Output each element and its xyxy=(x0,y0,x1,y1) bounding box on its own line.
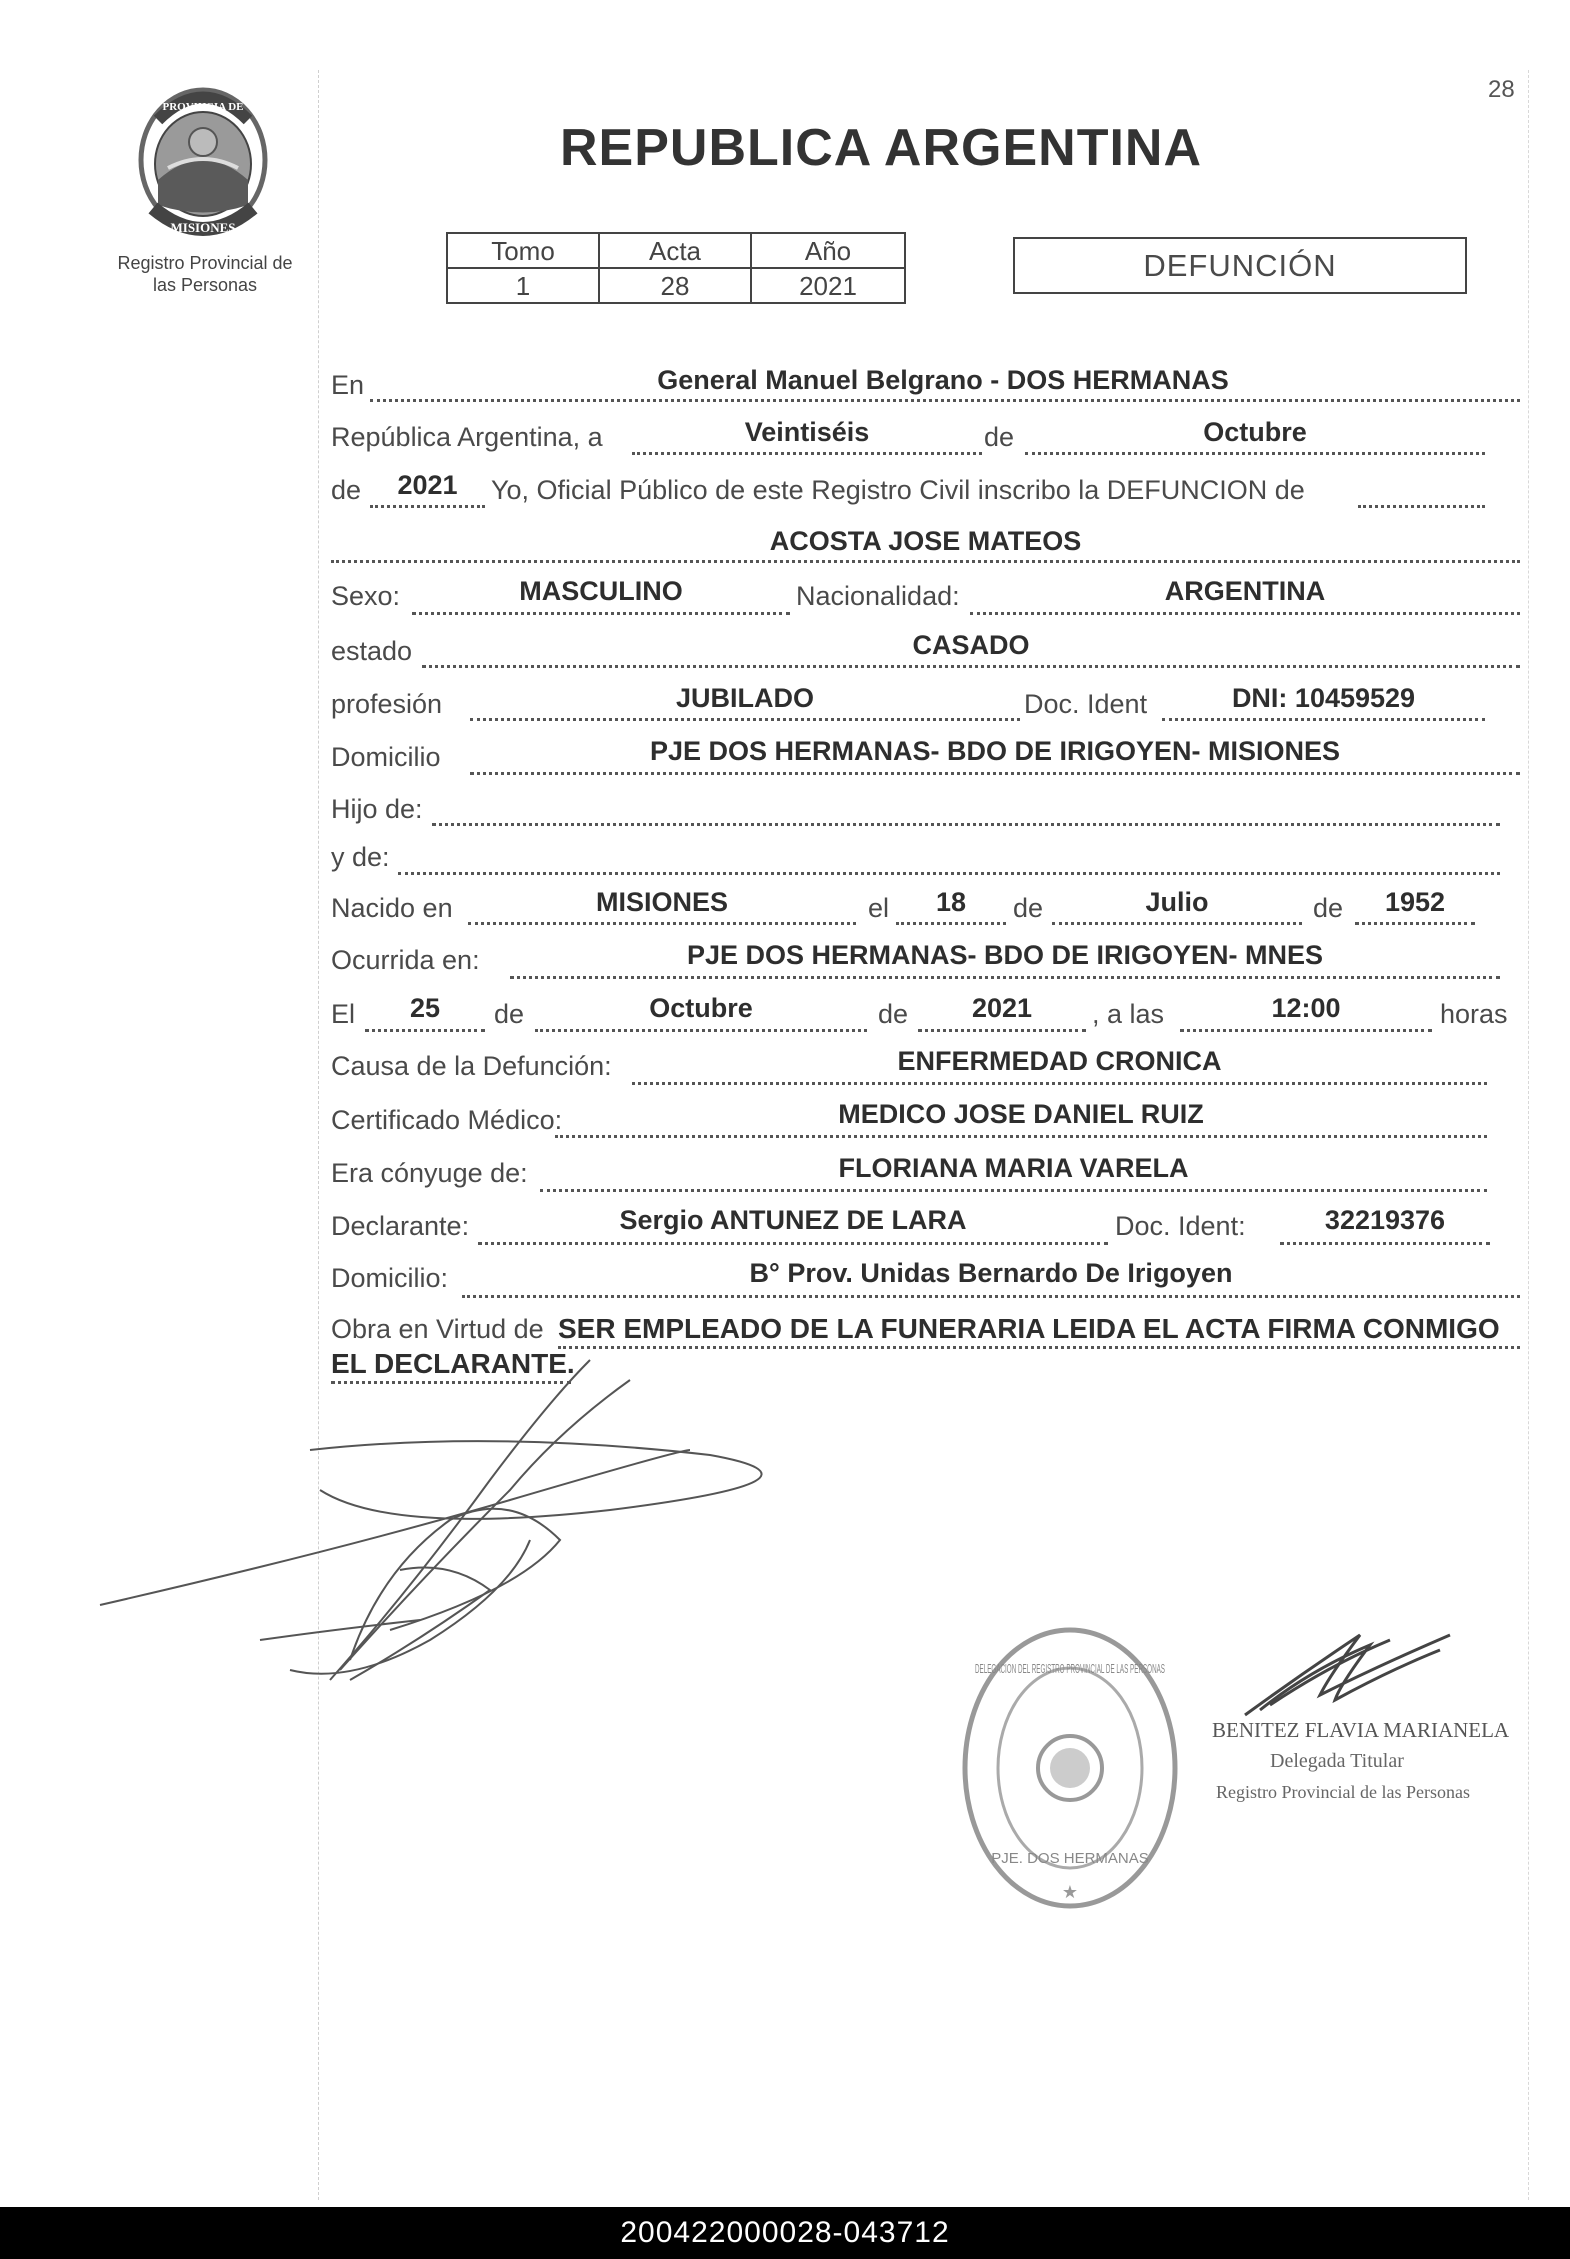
estado-value: CASADO xyxy=(912,630,1030,660)
header-acta: Acta xyxy=(599,233,751,268)
doc-line xyxy=(1162,718,1485,721)
month-de-label: de xyxy=(984,422,1015,452)
birth-de2-label: de xyxy=(1313,893,1344,923)
death-day-line xyxy=(365,1029,485,1032)
declarante-label: Declarante: xyxy=(331,1211,470,1241)
nacido-value: MISIONES xyxy=(595,887,729,917)
declarante-value: Sergio ANTUNEZ DE LARA xyxy=(619,1205,967,1235)
page-number: 28 xyxy=(1488,76,1515,103)
day-text: Veintiséis xyxy=(744,417,870,447)
conyuge-line xyxy=(540,1189,1487,1192)
decl-domicilio-value: B° Prov. Unidas Bernardo De Irigoyen xyxy=(749,1258,1233,1288)
birth-month-line xyxy=(1052,922,1302,925)
birth-year-line xyxy=(1355,922,1475,925)
republica-label: República Argentina, a xyxy=(331,422,603,452)
decl-doc-label: Doc. Ident: xyxy=(1115,1211,1246,1241)
stamp-text-outer: DELEGACION DEL REGISTRO PROVINCIAL DE LAS PERSONAS xyxy=(975,1661,1166,1676)
death-year: 2021 xyxy=(971,993,1033,1023)
nacionalidad-value: ARGENTINA xyxy=(1164,576,1326,606)
deceased-name: ACOSTA JOSE MATEOS xyxy=(769,526,1082,556)
ocurrida-value: PJE DOS HERMANAS- BDO DE IRIGOYEN- MNES xyxy=(686,940,1324,970)
domicilio-value: PJE DOS HERMANAS- BDO DE IRIGOYEN- MISIONES xyxy=(649,736,1341,766)
official-signature xyxy=(1240,1615,1460,1725)
seal-text-bottom: MISIONES xyxy=(170,220,236,235)
footer-code: 200422000028-043712 xyxy=(0,2207,1570,2259)
profesion-label: profesión xyxy=(331,689,443,719)
year-line xyxy=(370,505,485,508)
month-line xyxy=(1025,452,1485,455)
sexo-line xyxy=(412,612,790,615)
en-label: En xyxy=(331,370,365,400)
birth-day-line xyxy=(896,922,1006,925)
en-value: General Manuel Belgrano - DOS HERMANAS xyxy=(657,365,1229,395)
death-month: Octubre xyxy=(649,993,753,1023)
official-office: Registro Provincial de las Personas xyxy=(1216,1782,1470,1802)
obra-value-line1: SER EMPLEADO DE LA FUNERARIA LEIDA EL ACTA FIRMA CONMIGO xyxy=(558,1313,1500,1344)
birth-year: 1952 xyxy=(1384,887,1446,917)
doc-label: Doc. Ident xyxy=(1024,689,1148,719)
yde-label: y de: xyxy=(331,842,390,872)
hijo-line xyxy=(432,823,1500,826)
certificado-label: Certificado Médico: xyxy=(331,1105,563,1135)
ocurrida-label: Ocurrida en: xyxy=(331,945,480,975)
inscribo-line xyxy=(1358,505,1485,508)
decl-domicilio-line xyxy=(462,1295,1520,1298)
certificado-line xyxy=(555,1135,1487,1138)
act-type-box: DEFUNCIÓN xyxy=(1013,237,1467,294)
death-time-line xyxy=(1180,1029,1432,1032)
sexo-value: MASCULINO xyxy=(519,576,683,606)
domicilio-line xyxy=(470,772,1520,775)
en-line xyxy=(370,399,1520,402)
header-ano: Año xyxy=(751,233,905,268)
value-acta: 28 xyxy=(599,268,751,303)
seal-text-top: PROVINCIA DE xyxy=(162,101,244,113)
birth-de1-label: de xyxy=(1013,893,1044,923)
causa-label: Causa de la Defunción: xyxy=(331,1051,612,1081)
registry-line-2: las Personas xyxy=(152,275,258,295)
value-tomo: 1 xyxy=(447,268,599,303)
reference-header-row xyxy=(447,233,905,268)
birth-month: Julio xyxy=(1145,887,1209,917)
declarant-signature xyxy=(90,1340,850,1700)
domicilio-label: Domicilio xyxy=(331,742,441,772)
nacido-label: Nacido en xyxy=(331,893,453,923)
year-value: 2021 xyxy=(397,470,458,500)
decl-domicilio-label: Domicilio: xyxy=(331,1263,449,1293)
horas-label: horas xyxy=(1440,999,1508,1029)
causa-value: ENFERMEDAD CRONICA xyxy=(897,1046,1222,1076)
death-de2-label: de xyxy=(878,999,909,1029)
provincial-seal-icon xyxy=(128,80,278,240)
page-title: REPUBLICA ARGENTINA xyxy=(560,119,1203,177)
estado-line xyxy=(422,665,1520,668)
declarante-line xyxy=(478,1242,1108,1245)
certificado-value: MEDICO JOSE DANIEL RUIZ xyxy=(838,1099,1204,1129)
hijo-label: Hijo de: xyxy=(331,794,423,824)
registry-line-1: Registro Provincial de xyxy=(117,253,293,273)
profesion-line xyxy=(470,718,1020,721)
doc-value: DNI: 10459529 xyxy=(1231,683,1416,713)
obra-value-line2: EL DECLARANTE. xyxy=(331,1348,575,1379)
obra-label: Obra en Virtud de xyxy=(331,1314,544,1344)
value-ano: 2021 xyxy=(751,268,905,303)
death-de1-label: de xyxy=(494,999,525,1029)
conyuge-label: Era cónyuge de: xyxy=(331,1158,528,1188)
official-stamp-icon xyxy=(955,1618,1185,1918)
El-label: El xyxy=(331,999,356,1029)
decl-doc-line xyxy=(1280,1242,1490,1245)
estado-label: estado xyxy=(331,636,413,666)
birth-day: 18 xyxy=(935,887,967,917)
registry-label xyxy=(90,252,320,296)
left-margin-line xyxy=(318,70,319,2200)
death-year-line xyxy=(918,1029,1086,1032)
death-time: 12:00 xyxy=(1271,993,1341,1023)
stamp-text-inner: PJE. DOS HERMANAS xyxy=(991,1850,1149,1867)
alas-label: , a las xyxy=(1092,999,1165,1029)
death-day: 25 xyxy=(409,993,441,1023)
name-line xyxy=(331,560,1520,563)
stamp-star-icon: ★ xyxy=(1061,1882,1079,1902)
reference-table xyxy=(446,232,906,304)
sexo-label: Sexo: xyxy=(331,581,401,611)
day-line xyxy=(632,452,982,455)
year-de-label: de xyxy=(331,475,362,505)
decl-doc-value: 32219376 xyxy=(1324,1205,1446,1235)
nacido-line xyxy=(468,922,856,925)
profesion-value: JUBILADO xyxy=(675,683,814,713)
inscribo-text: Yo, Oficial Público de este Registro Civil inscribo la DEFUNCION de xyxy=(491,475,1305,505)
yde-line xyxy=(398,872,1500,875)
right-margin-line xyxy=(1528,70,1529,2200)
nacionalidad-label: Nacionalidad: xyxy=(796,581,960,611)
nacionalidad-line xyxy=(970,612,1520,615)
conyuge-value: FLORIANA MARIA VARELA xyxy=(838,1153,1189,1183)
death-month-line xyxy=(535,1029,867,1032)
header-tomo: Tomo xyxy=(447,233,599,268)
official-role: Delegada Titular xyxy=(1270,1750,1404,1772)
reference-value-row xyxy=(447,268,905,303)
el-label: el xyxy=(868,893,890,923)
month-text: Octubre xyxy=(1203,417,1307,447)
official-name: BENITEZ FLAVIA MARIANELA xyxy=(1212,1718,1510,1742)
causa-line xyxy=(632,1082,1487,1085)
ocurrida-line xyxy=(510,976,1500,979)
